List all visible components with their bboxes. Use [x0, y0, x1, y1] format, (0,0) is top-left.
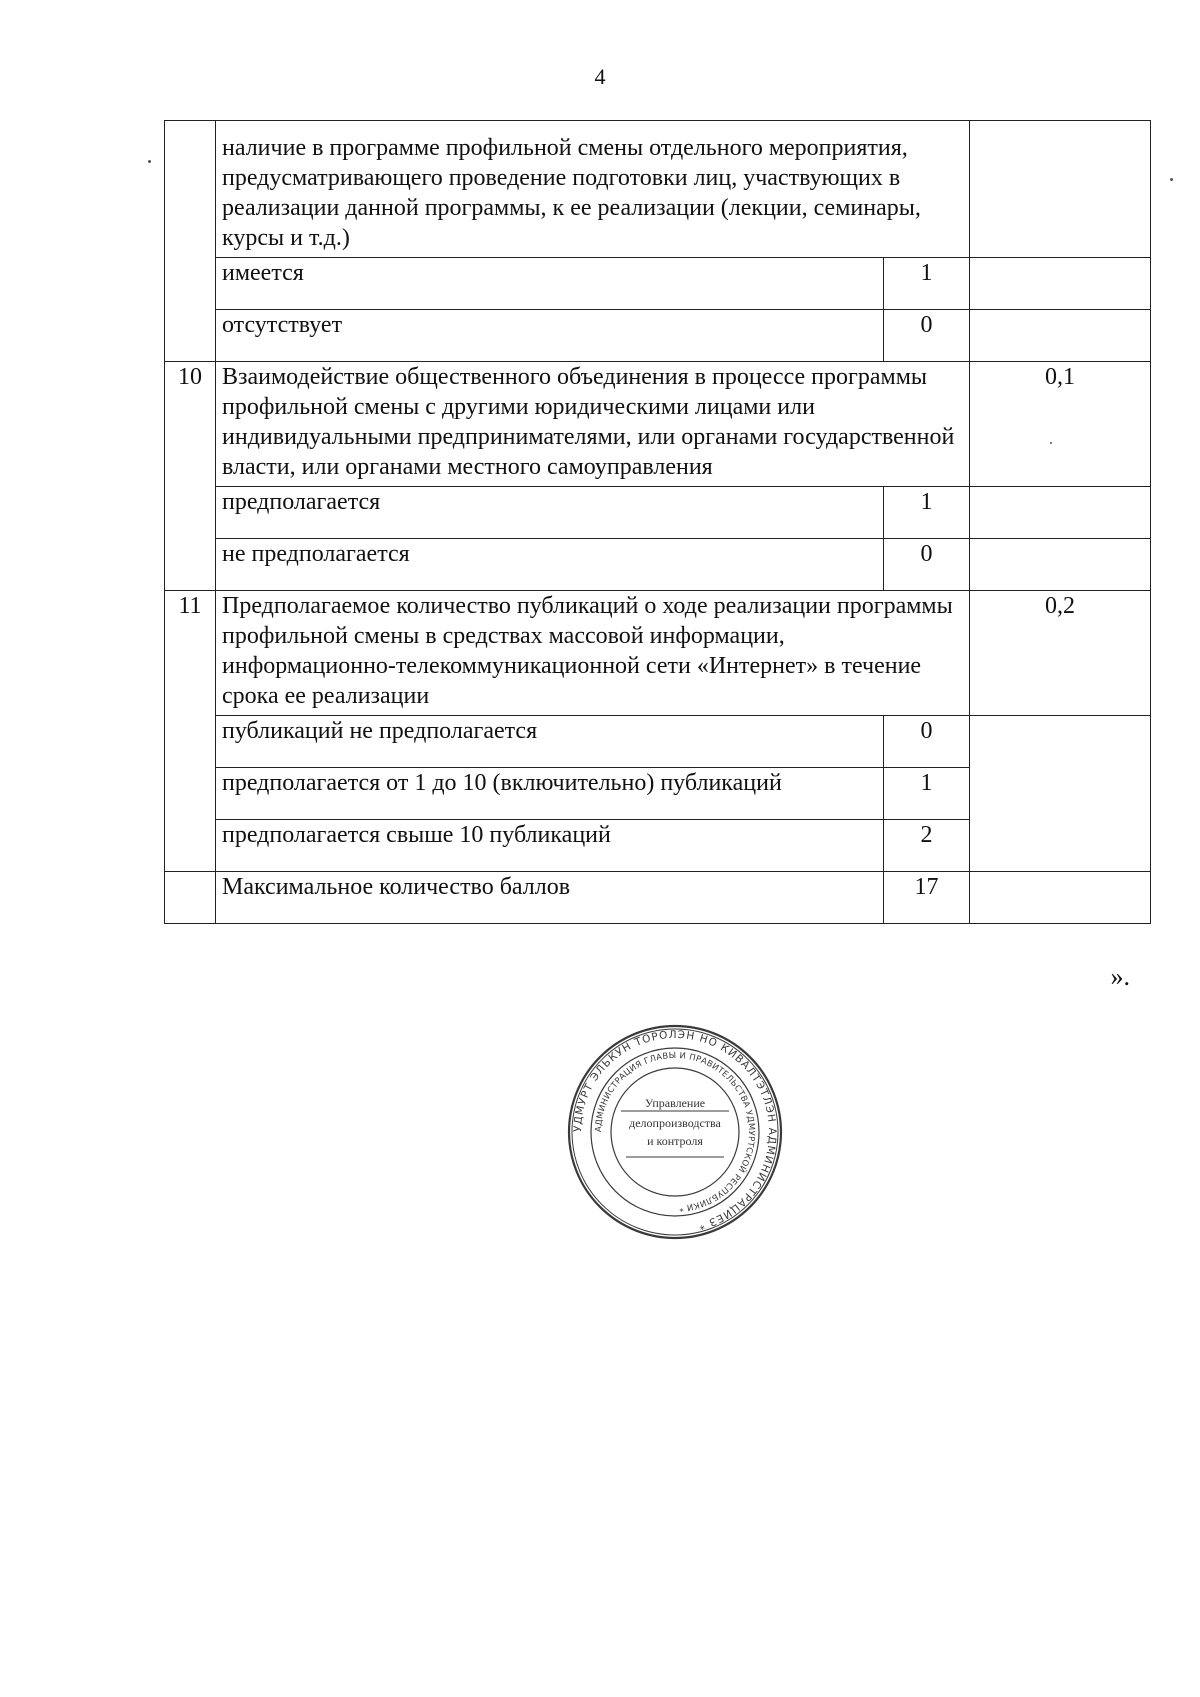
seal-inner-ring [611, 1068, 739, 1196]
closing-quote: ». [1110, 962, 1130, 991]
option-text: имеется [216, 258, 884, 310]
svg-text:делопроизводства: делопроизводства [629, 1116, 721, 1130]
option-text: предполагается от 1 до 10 (включительно) публикаций [216, 768, 884, 820]
option-text: не предполагается [216, 539, 884, 591]
criterion-weight: 0,1 [970, 362, 1151, 487]
option-score: 2 [884, 820, 970, 872]
official-seal [566, 1023, 784, 1241]
svg-text:Управление: Управление [644, 1096, 706, 1110]
svg-text:АДМИНИСТРАЦИЯ ГЛАВЫ И ПРАВИТЕЛ: АДМИНИСТРАЦИЯ ГЛАВЫ И ПРАВИТЕЛЬСТВА УДМУРТСКОЙ РЕСПУБЛИКИ * [592, 1049, 758, 1214]
seal-middle-ring [591, 1048, 759, 1216]
option-text: предполагается свыше 10 публикаций [216, 820, 884, 872]
option-row [165, 487, 1151, 539]
option-score: 0 [884, 310, 970, 362]
criterion-text: наличие в программе профильной смены отдельного мероприятия, предусматривающего проведение подготовки лиц, участвующих в реализации данной программы, к ее реализации (лекции, семинары, курсы и т.д.) [216, 121, 970, 258]
scan-speck [1050, 442, 1052, 444]
option-text: отсутствует [216, 310, 884, 362]
empty-weight-cell [970, 258, 1151, 310]
criterion-number: 11 [165, 591, 216, 872]
criterion-weight [970, 121, 1151, 258]
empty-weight-cell [970, 310, 1151, 362]
option-score: 0 [884, 716, 970, 768]
criterion-text: Взаимодействие общественного объединения в процессе программы профильной смены с другими юридическими лицами или индивидуальными предпринимателями, или органами государственной власти, или органами местного самоуправления [216, 362, 970, 487]
option-text: предполагается [216, 487, 884, 539]
page-number: 4 [594, 64, 606, 89]
option-score: 1 [884, 487, 970, 539]
criterion-row [165, 121, 1151, 258]
total-label: Максимальное количество баллов [216, 872, 884, 924]
option-text: публикаций не предполагается [216, 716, 884, 768]
empty-weight-cell [970, 716, 1151, 872]
criterion-text: Предполагаемое количество публикаций о ходе реализации программы профильной смены в средствах массовой информации, информационно-телекоммуникационной сети «Интернет» в течение срока ее реализации [216, 591, 970, 716]
empty-weight-cell [970, 872, 1151, 924]
svg-text:УДМУРТ ЭЛЬКУН ТОРОЛЭН НО КИВАЛ: УДМУРТ ЭЛЬКУН ТОРОЛЭН НО КИВАЛТЭТЛЭН АДМИНИСТРАЦИЕЗ * [571, 1028, 779, 1233]
option-row [165, 716, 1151, 768]
empty-number-cell [165, 872, 216, 924]
empty-weight-cell [970, 539, 1151, 591]
scan-speck [1170, 178, 1173, 181]
option-row [165, 310, 1151, 362]
seal-lettering [572, 1029, 778, 1232]
criterion-number: 10 [165, 362, 216, 591]
empty-weight-cell [970, 487, 1151, 539]
svg-text:и контроля: и контроля [647, 1134, 703, 1148]
option-row [165, 258, 1151, 310]
scan-speck [148, 160, 151, 163]
total-score: 17 [884, 872, 970, 924]
total-row [165, 872, 1151, 924]
option-score: 1 [884, 258, 970, 310]
criterion-row [165, 591, 1151, 716]
criterion-number [165, 121, 216, 362]
option-row [165, 539, 1151, 591]
criterion-row [165, 362, 1151, 487]
seal-center-text [629, 1096, 721, 1148]
criteria-table [164, 120, 1151, 924]
option-score: 0 [884, 539, 970, 591]
option-score: 1 [884, 768, 970, 820]
criterion-weight: 0,2 [970, 591, 1151, 716]
